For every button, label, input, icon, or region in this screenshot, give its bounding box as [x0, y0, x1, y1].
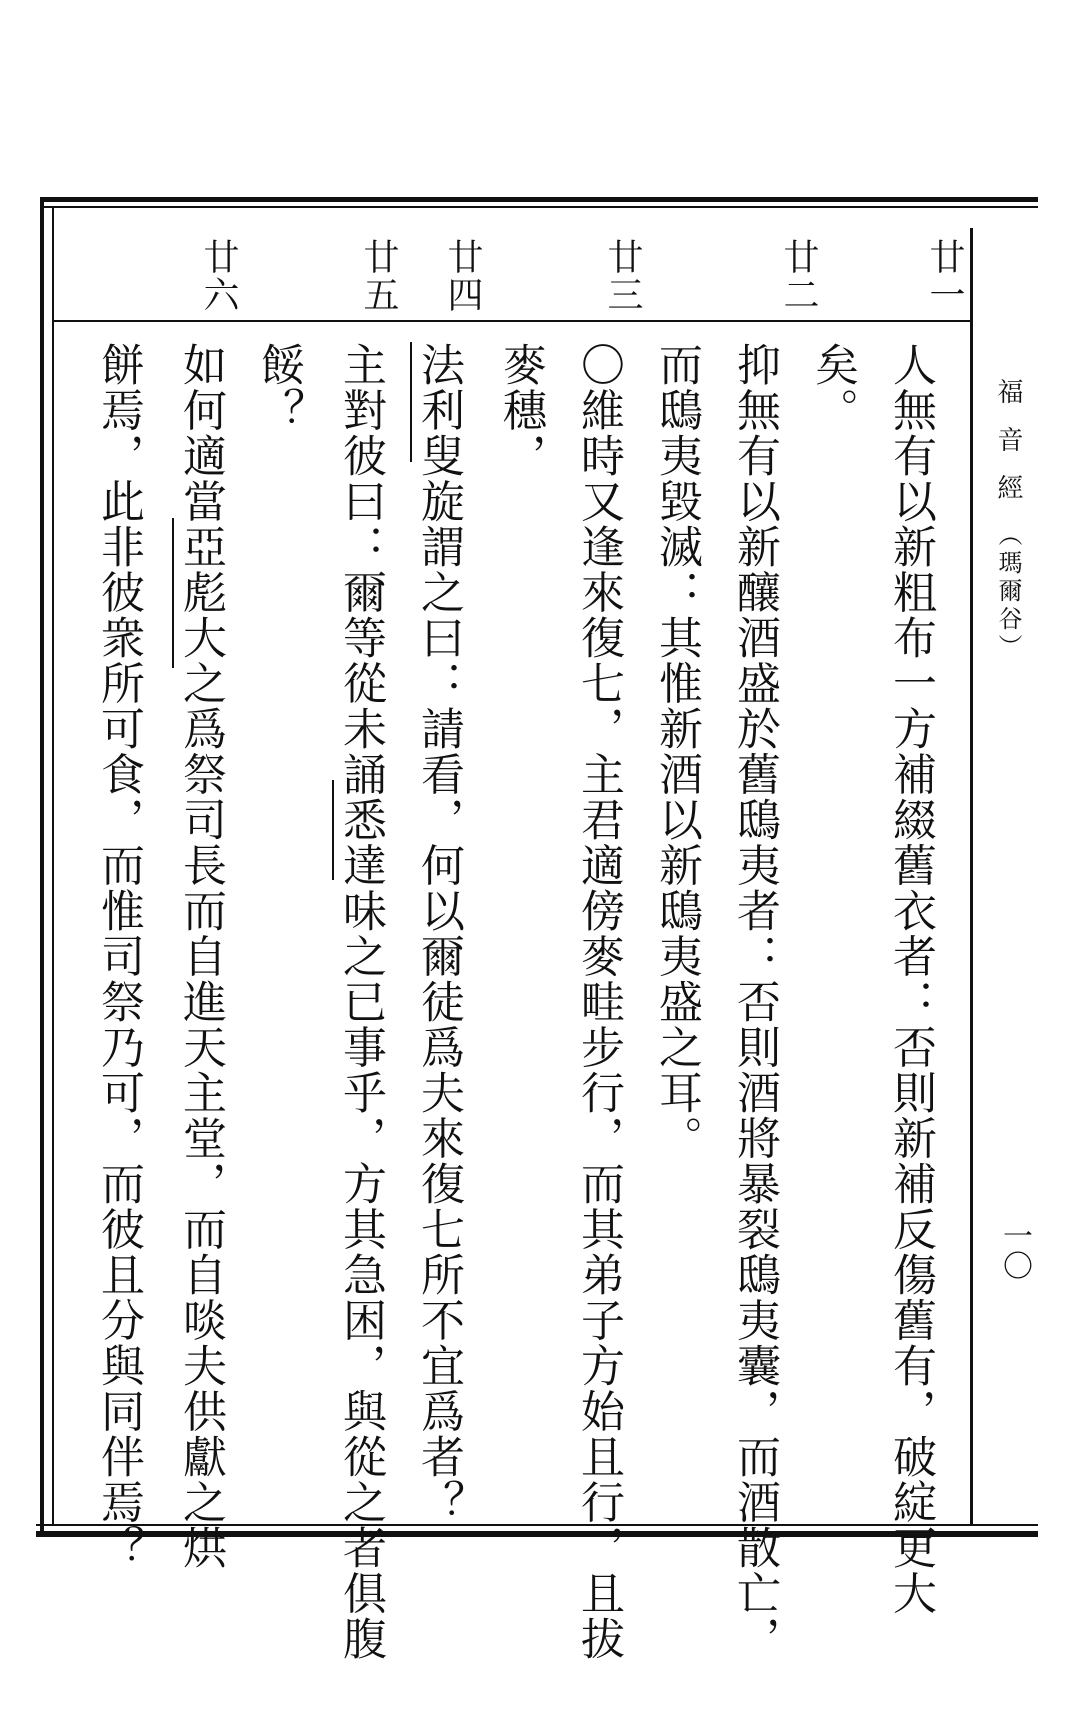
running-head-book: （瑪爾谷）	[994, 522, 1022, 662]
text-column-10: 如何適當亞彪大之爲祭司長而自進天主堂，而自啖夫供獻之烘	[175, 342, 226, 1571]
verse-number-22: 廿二	[778, 238, 819, 314]
text-column-1: 人無有以新粗布一方補綴舊衣者：否則新補反傷舊有，破綻更大	[885, 342, 936, 1616]
text-column-8: 主對彼曰：爾等從未誦悉達味之已事乎，方其急困，與從之者俱腹	[335, 342, 386, 1662]
page-number: 一〇	[997, 1220, 1032, 1280]
text-column-6: 麥穗，	[495, 342, 546, 479]
text-column-2: 矣。	[807, 342, 858, 433]
running-head	[990, 378, 1027, 662]
top-border-rule	[40, 197, 1038, 202]
text-column-7: 法利叟旋謂之曰：請看，何以爾徒爲夫來復七所不宜爲者？	[413, 342, 464, 1525]
verse-number-24: 廿四	[442, 238, 483, 314]
running-head-title: 福音經	[993, 378, 1023, 522]
verse-number-21: 廿一	[924, 238, 965, 314]
text-column-3: 抑無有以新釀酒盛於舊鴟夷者：否則酒將暴裂鴟夷囊，而酒散亡，	[729, 342, 780, 1662]
verse-number-25: 廿五	[358, 238, 399, 314]
top-inner-rule	[40, 206, 1038, 208]
verse-number-23: 廿三	[602, 238, 643, 314]
text-column-11: 餅焉，此非彼衆所可食，而惟司祭乃可，而彼且分與同伴焉？	[93, 342, 144, 1571]
text-column-9: 餒？	[253, 342, 304, 433]
left-inner-rule	[52, 206, 54, 1526]
text-column-4: 而鴟夷毀滅：其惟新酒以新鴟夷盛之耳。	[651, 342, 702, 1161]
proper-name-mark	[172, 518, 174, 668]
right-border-rule	[970, 228, 973, 1524]
proper-name-mark	[410, 342, 412, 462]
verse-number-divider	[54, 320, 970, 322]
left-border-rule	[40, 197, 44, 1537]
proper-name-mark	[332, 780, 334, 880]
text-column-5: 〇維時又逢來復七，主君適傍麥畦步行，而其弟子方始且行，且拔	[573, 342, 624, 1662]
verse-number-26: 廿六	[198, 238, 239, 314]
